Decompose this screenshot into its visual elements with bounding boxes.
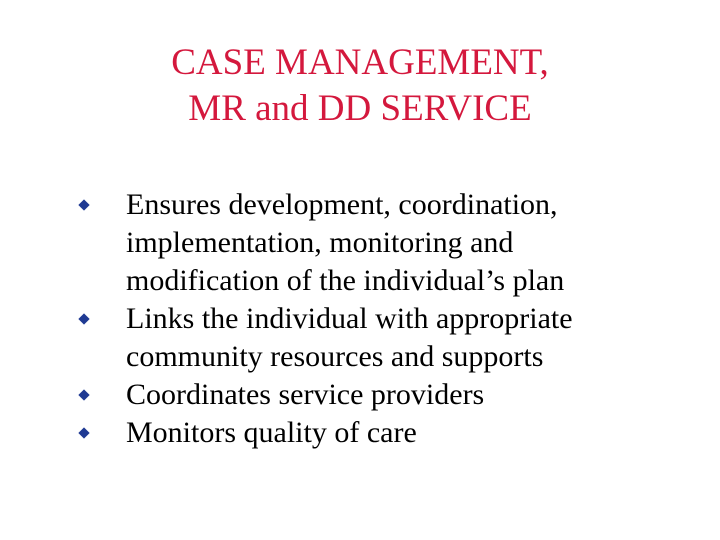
bullet-item-3	[74, 376, 694, 414]
slide-title	[60, 40, 660, 132]
bullet-2-line-1: Links the individual with appropriate	[126, 302, 573, 335]
diamond-bullet-icon	[78, 313, 89, 324]
diamond-bullet-icon	[78, 389, 89, 400]
bullet-2-line-2: community resources and supports	[126, 340, 544, 373]
diamond-bullet-icon	[78, 427, 89, 438]
bullet-list	[74, 186, 694, 452]
bullet-1-line-2: implementation, monitoring and	[126, 226, 514, 259]
bullet-item-2	[74, 300, 694, 376]
bullet-item-4	[74, 414, 694, 452]
bullet-1-line-3: modification of the individual’s plan	[126, 264, 565, 297]
slide-title-line-1: CASE MANAGEMENT,	[171, 42, 549, 83]
bullet-item-1	[74, 186, 694, 300]
bullet-1-line-1: Ensures development, coordination,	[126, 188, 558, 221]
slide-title-line-2: MR and DD SERVICE	[188, 88, 532, 129]
bullet-3-line-1: Coordinates service providers	[126, 378, 485, 411]
diamond-bullet-icon	[78, 199, 89, 210]
bullet-4-line-1: Monitors quality of care	[126, 416, 417, 449]
